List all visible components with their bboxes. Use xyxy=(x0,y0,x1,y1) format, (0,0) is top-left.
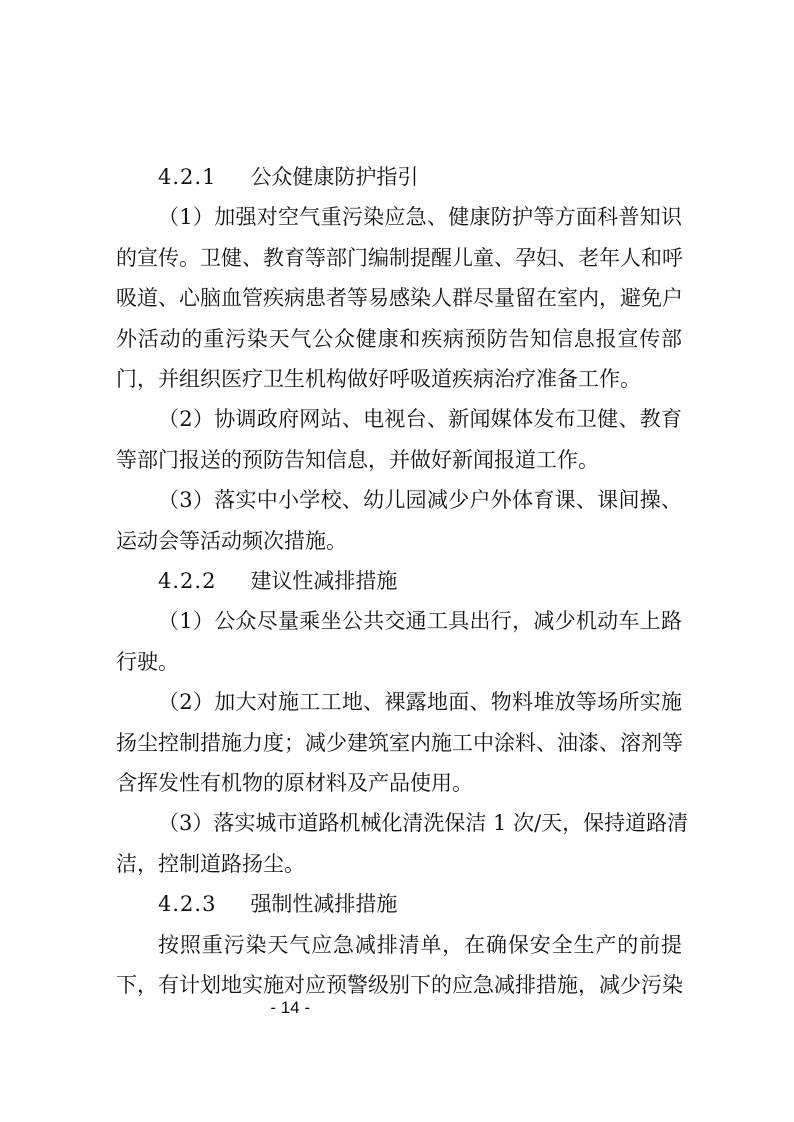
section-heading xyxy=(158,884,397,924)
body-text-line: 运动会等活动频次措施。 xyxy=(116,528,347,553)
body-text-line: （3）落实城市道路机械化清洗保洁 1 次/天，保持道路清 xyxy=(158,811,689,836)
body-text-line: （2）协调政府网站、电视台、新闻媒体发布卫健、教育 xyxy=(158,407,682,432)
section-title: 建议性减排措施 xyxy=(250,569,398,593)
body-text-line: 外活动的重污染天气公众健康和疾病预防告知信息报宣传部 xyxy=(116,326,682,351)
body-text-line: 洁，控制道路扬尘。 xyxy=(116,851,305,876)
section-heading xyxy=(158,561,397,601)
section-title: 强制性减排措施 xyxy=(250,892,398,917)
body-text-line: （1）加强对空气重污染应急、健康防护等方面科普知识 xyxy=(158,205,682,230)
section-number: 4.2.2 xyxy=(158,569,217,593)
body-text-line: 门，并组织医疗卫生机构做好呼吸道疾病治疗准备工作。 xyxy=(116,367,641,391)
body-text-line: 等部门报送的预防告知信息，并做好新闻报道工作。 xyxy=(116,447,599,472)
body-text-line: 吸道、心脑血管疾病患者等易感染人群尽量留在室内，避免户 xyxy=(116,286,683,311)
body-text-line: （1）公众尽量乘坐公共交通工具出行，减少机动车上路 xyxy=(158,609,682,634)
body-text-line: （3）落实中小学校、幼儿园减少户外体育课、课间操、 xyxy=(158,488,682,513)
body-text-line: 的宣传。卫健、教育等部门编制提醒儿童、孕妇、老年人和呼 xyxy=(116,245,683,270)
section-heading xyxy=(158,157,418,197)
section-title: 公众健康防护指引 xyxy=(250,165,419,189)
body-text-line: 扬尘控制措施力度；减少建筑室内施工中涂料、油漆、溶剂等 xyxy=(116,730,683,755)
section-number: 4.2.3 xyxy=(158,892,217,917)
body-text-line: 行驶。 xyxy=(116,649,179,674)
page-number: - 14 - xyxy=(270,998,310,1017)
body-text-line: （2）加大对施工工地、裸露地面、物料堆放等场所实施 xyxy=(158,690,682,715)
body-text-line: 下，有计划地实施对应预警级别下的应急减排措施，减少污染 xyxy=(116,973,683,997)
body-text-line: 按照重污染天气应急减排清单，在确保安全生产的前提 xyxy=(158,932,682,957)
body-text-line: 含挥发性有机物的原材料及产品使用。 xyxy=(116,771,473,795)
section-number: 4.2.1 xyxy=(158,165,217,189)
